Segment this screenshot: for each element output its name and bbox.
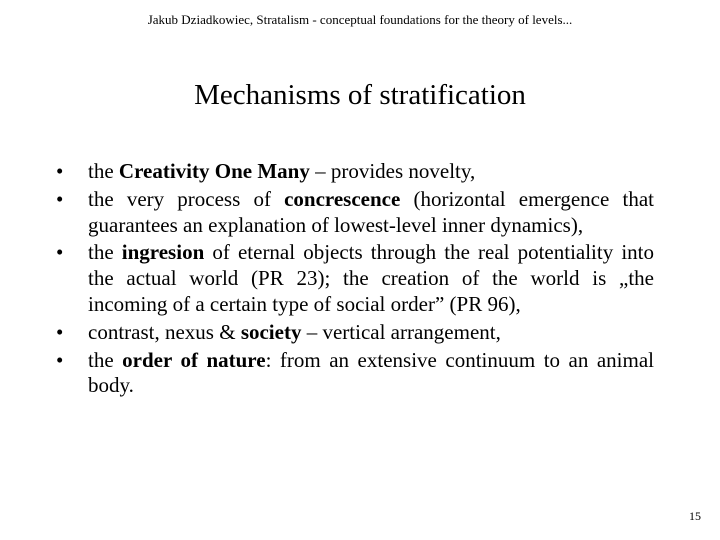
bullet-list [56, 159, 654, 401]
bullet-marker: • [56, 186, 64, 211]
bullet-text: of eternal objects through the real potentiality into the actual world (PR 23); the creation of the world is „the incoming of a certain type of social order” (PR 96), [88, 240, 655, 316]
bullet-text: the [88, 347, 123, 372]
bullet-key-term: concrescence [284, 186, 401, 211]
slide-header: Jakub Dziadkowiec, Stratalism - conceptual foundations for the theory of levels... [147, 12, 573, 27]
page-number: 15 [689, 509, 701, 523]
bullet-key-term: order of nature [122, 347, 266, 372]
bullet-item [56, 240, 654, 317]
bullet-item [56, 320, 654, 346]
bullet-text: : from an extensive continuum to an animal body. [88, 347, 655, 398]
bullet-text: the very process of [88, 186, 285, 211]
bullet-marker: • [56, 240, 64, 265]
slide-title: Mechanisms of stratification [194, 79, 526, 111]
bullet-text: the [88, 159, 119, 183]
bullet-marker: • [56, 347, 64, 372]
bullet-item [56, 348, 654, 400]
bullet-item [56, 187, 654, 239]
bullet-item [56, 159, 654, 185]
bullet-text: the [88, 240, 122, 265]
bullet-key-term: society [240, 319, 302, 344]
bullet-key-term: Creativity One Many [118, 159, 310, 183]
bullet-text: (horizontal emergence that guarantees an explanation of lowest-level inner dynamics), [88, 186, 654, 237]
bullet-key-term: ingresion [121, 240, 205, 265]
bullet-text: – provides novelty, [309, 159, 476, 183]
bullet-marker: • [56, 159, 64, 183]
bullet-text: contrast, nexus & [88, 319, 241, 344]
bullet-marker: • [56, 319, 64, 344]
bullet-text: – vertical arrangement, [301, 319, 501, 344]
